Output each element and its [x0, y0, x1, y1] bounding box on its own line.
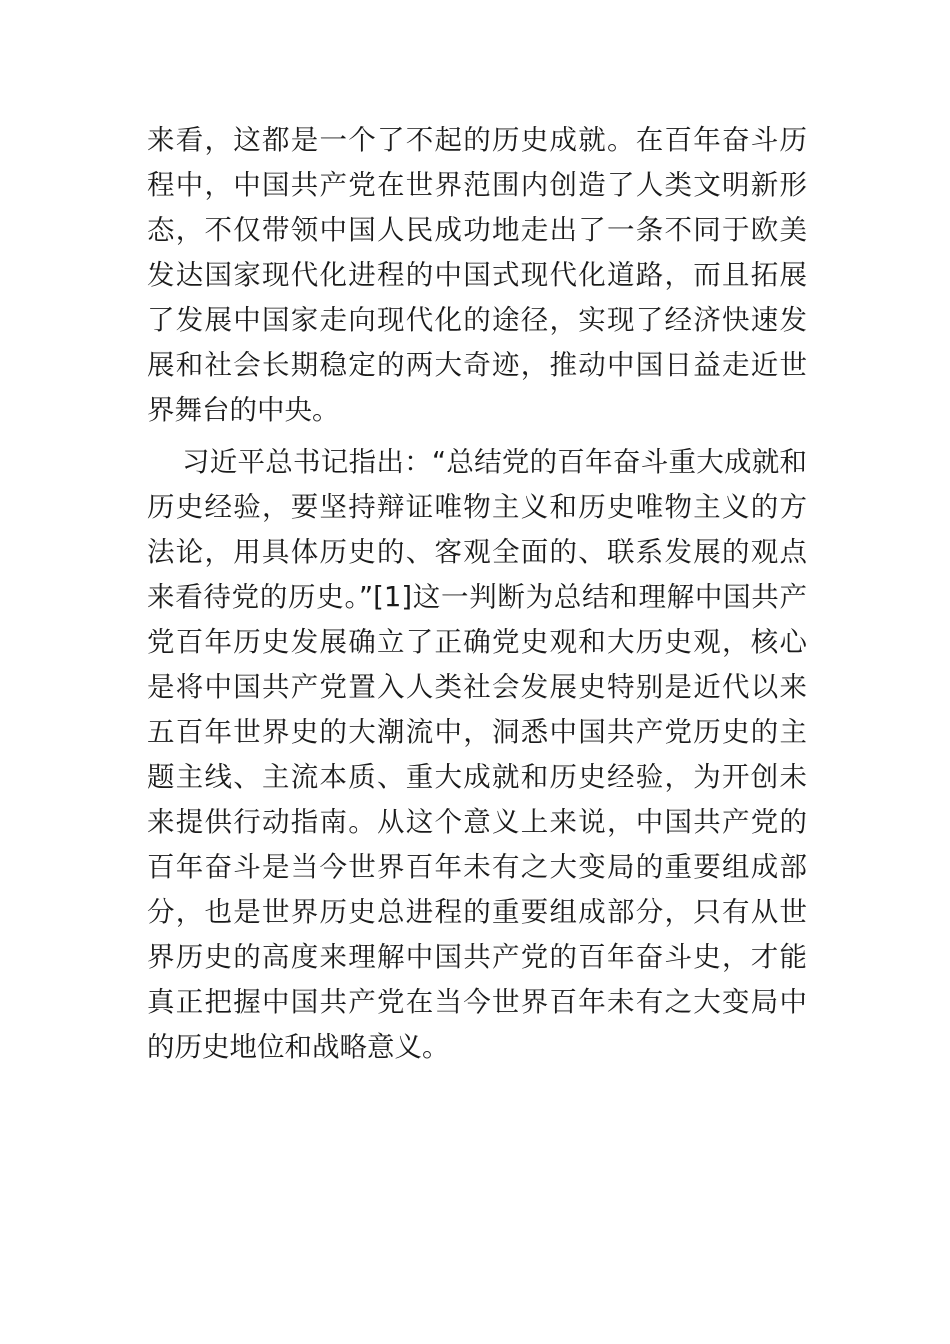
text-line: 界舞台的中央。: [147, 394, 340, 426]
text-line: 是将中国共产党置入人类社会发展史特别是近代以来: [147, 671, 807, 703]
text-line: 真正把握中国共产党在当今世界百年未有之大变局中: [147, 986, 807, 1018]
text-line: 来看待党的历史。”[1]这一判断为总结和理解中国共产: [147, 581, 807, 613]
text-line: 五百年世界史的大潮流中，洞悉中国共产党历史的主: [147, 716, 807, 748]
text-line: 程中，中国共产党在世界范围内创造了人类文明新形: [147, 169, 807, 201]
text-line: 发达国家现代化进程的中国式现代化道路，而且拓展: [147, 259, 807, 291]
text-line: 百年奋斗是当今世界百年未有之大变局的重要组成部: [147, 851, 807, 883]
text-line: 来看，这都是一个了不起的历史成就。在百年奋斗历: [147, 124, 807, 156]
text-line: 题主线、主流本质、重大成就和历史经验，为开创未: [147, 761, 807, 793]
text-line: 分，也是世界历史总进程的重要组成部分，只有从世: [147, 896, 807, 928]
text-line: 党百年历史发展确立了正确党史观和大历史观，核心: [147, 626, 807, 658]
text-line: 历史经验，要坚持辩证唯物主义和历史唯物主义的方: [147, 491, 807, 523]
text-line: 习近平总书记指出：“总结党的百年奋斗重大成就和: [182, 446, 807, 478]
text-line: 态，不仅带领中国人民成功地走出了一条不同于欧美: [147, 214, 807, 246]
text-line: 法论，用具体历史的、客观全面的、联系发展的观点: [147, 536, 807, 568]
text-line: 界历史的高度来理解中国共产党的百年奋斗史，才能: [147, 941, 807, 973]
text-line: 了发展中国家走向现代化的途径，实现了经济快速发: [147, 304, 807, 336]
text-line: 的历史地位和战略意义。: [147, 1031, 450, 1063]
text-line: 来提供行动指南。从这个意义上来说，中国共产党的: [147, 806, 807, 838]
text-line: 展和社会长期稳定的两大奇迹，推动中国日益走近世: [147, 349, 807, 381]
